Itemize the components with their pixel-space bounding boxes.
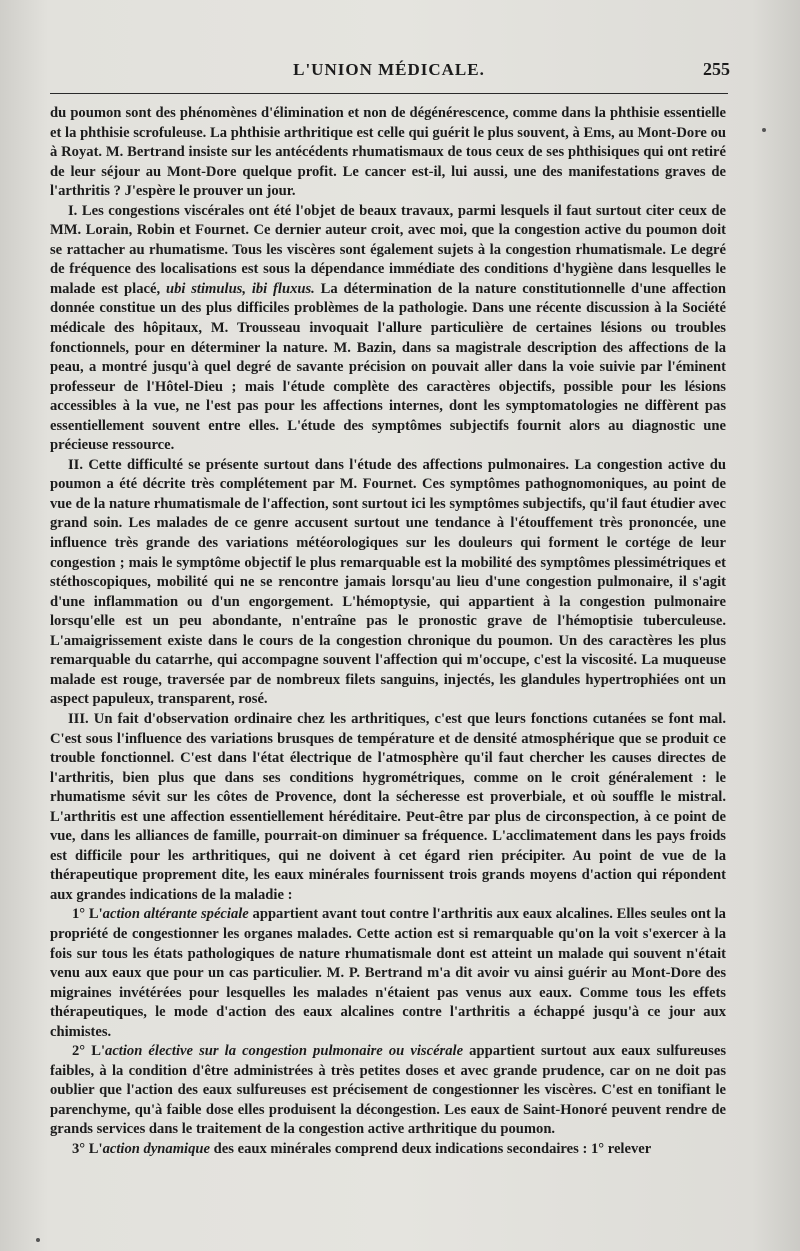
page-number: 255	[703, 59, 730, 79]
section-2-paragraph	[50, 456, 726, 710]
item-heading: action élective sur la congestion pulmonaire ou viscérale	[105, 1043, 464, 1060]
item-number: 3° L'	[72, 1140, 103, 1157]
paragraph-text: I. Les congestions viscérales ont été l'objet de beaux travaux, parmi lesquels il faut surtout citer ceux de MM. Lorain, Robin et Fournet. Ce dernier auteur croit, avec moi, que la congestion active du poumon doit se rattacher au rhumatisme. Tous les viscères sont également sujets à la congestion rhumatismale. Le degré de fréquence des localisations est sous la dépendance immédiate des conditions d'hygiène dans lesquelles le malade est placé,	[50, 202, 726, 297]
article-body	[50, 104, 726, 1160]
page-header	[48, 58, 730, 86]
latin-phrase: ubi stimulus, ibi fluxus.	[165, 280, 315, 297]
paragraph-continuation	[50, 104, 726, 202]
section-1-paragraph	[50, 202, 726, 456]
list-item-2	[50, 1042, 726, 1140]
paper-speck	[762, 128, 766, 132]
item-heading: action dynamique	[102, 1140, 211, 1157]
paper-speck	[36, 1238, 40, 1242]
header-rule	[50, 93, 728, 94]
running-title: L'UNION MÉDICALE.	[293, 60, 485, 79]
paragraph-text: La détermination de la nature constitutionnelle d'une affection donnée constitue un des plus difficiles problèmes de la pathologie. Dans une récente discussion à la Société médicale des hôpitaux, M. Trousseau invoquait l'allure particulière de certaines lésions ou troubles fonctionnels, pour en déterminer la nature. M. Bazin, dans sa magistrale description des affections de la peau, a montré jusqu'à quel degré de savante précision on pouvait aller dans la voie suivie par l'éminent professeur de l'Hôtel-Dieu ; mais l'étude complète des caractères objectifs, possible pour les lésions accessibles à la vue, ne l'est pas pour les affections internes, dont les symptomatologies ne diffèrent pas essentiellement souvent entre elles. L'étude des symptômes subjectifs fournit alors au diagnostic une précieuse ressource.	[50, 280, 726, 454]
item-number: 2° L'	[72, 1043, 106, 1060]
paragraph-text: III. Un fait d'observation ordinaire chez les arthritiques, c'est que leurs fonctions cutanées se font mal. C'est sous l'influence des variations brusques de température et de densité atmosphérique que se produit ce trouble fonctionnel. C'est dans l'état électrique de l'atmosphère qu'il faut chercher les causes directes de l'arthritis, bien plus que dans ses conditions hygrométriques, comme on le croit généralement : le rhumatisme sévit sur les côtes de Provence, dont la sécheresse est proverbiale, et où souffle le mistral. L'arthritis est une affection essentiellement héréditaire. Peut-être par plus de circonspection, à ce point de vue, dans les alliances de famille, pourrait-on diminuer sa fréquence. L'acclimatement dans les pays froids est difficile pour les arthritiques, qui ne doivent à cet égard rien précipiter. Au point de vue de la thérapeutique proprement dite, les eaux minérales fournissent trois grands moyens d'action qui répondent aux grandes indications de la maladie :	[50, 710, 726, 903]
item-text: des eaux minérales comprend deux indications secondaires : 1° relever	[213, 1140, 652, 1157]
item-text: appartient avant tout contre l'arthritis aux eaux alcalines. Elles seules ont la propriété de congestionner les organes malades. Cette action est si remarquable qu'on la voit s'exercer à la fois sur tous les états pathologiques de nature rhumatismale dont est atteint un malade qui souvent n'était venu aux eaux que pour un cas particulier. M. P. Bertrand m'a dit avoir vu ainsi guérir au Mont-Dore des migraines invétérées pour lesquelles les malades n'étaient pas venus aux eaux. Comme tous les effets thérapeutiques, le mode d'action des eaux alcalines contre l'arthritis a échappé jusqu'à ce jour aux chimistes.	[50, 906, 726, 1040]
section-3-paragraph	[50, 710, 726, 905]
list-item-3	[50, 1140, 726, 1160]
item-text: appartient surtout aux eaux sulfureuses faibles, à la condition d'être administrées à très petites doses et avec grande prudence, car on ne doit pas oublier que l'action des eaux sulfureuses est précisement de congestionner les viscères. C'est en tonifiant le parenchyme, qu'à faible dose elles produisent la décongestion. Les eaux de Saint-Honoré peuvent rendre de grands services dans le traitement de la congestion active arthritique du poumon.	[50, 1043, 726, 1138]
list-item-1	[50, 905, 726, 1042]
item-number: 1° L'	[72, 906, 103, 923]
paragraph-text: du poumon sont des phénomènes d'élimination et non de dégénérescence, comme dans la phthisie essentielle et la phthisie scrofuleuse. La phthisie arthritique est celle qui guérit le plus souvent, à Ems, au Mont-Dore ou à Royat. M. Bertrand insiste sur les antécédents rhumatismaux de tous ceux de ses phthisiques qui ont retiré de leur séjour au Mont-Dore quelque profit. Le cancer est-il, lui aussi, une des manifestations graves de l'arthritis ? J'espère le prouver un jour.	[50, 105, 726, 200]
paragraph-text: II. Cette difficulté se présente surtout dans l'étude des affections pulmonaires. La congestion active du poumon a été décrite très complétement par M. Fournet. Ces symptômes pathognomoniques, au point de vue de la nature rhumatismale de l'affection, sont surtout ici les symptômes subjectifs, qu'il faut étudier avec grand soin. Les malades de ce genre accusent surtout une tendance à l'étouffement très prononcée, une influence très grande des variations météorologiques sur les douleurs qui forment le cortége de leur congestion ; mais le symptôme objectif le plus remarquable est la mobilité des symptômes plessimétriques et stéthoscopiques, mobilité qui ne se rencontre jamais lorsqu'au lieu d'une congestion pulmonaire, il s'agit d'une inflammation ou d'un engorgement. L'hémoptysie, qui appartient à la congestion pulmonaire lorsqu'elle est un peu abondante, n'entraîne pas le pronostic grave de l'hémoptisie tuberculeuse. L'amaigrissement existe dans le cours de la congestion chronique du poumon. Un des caractères les plus remarquable du catarrhe, qui accompagne souvent l'affection qui m'occupe, c'est la viscosité. La muqueuse malade est rouge, traversée par de nombreux filets sanguins, injectés, les glandules hypertrophiées ont un aspect papuleux, transparent, rosé.	[50, 456, 726, 708]
item-heading: action altérante spéciale	[102, 906, 249, 923]
